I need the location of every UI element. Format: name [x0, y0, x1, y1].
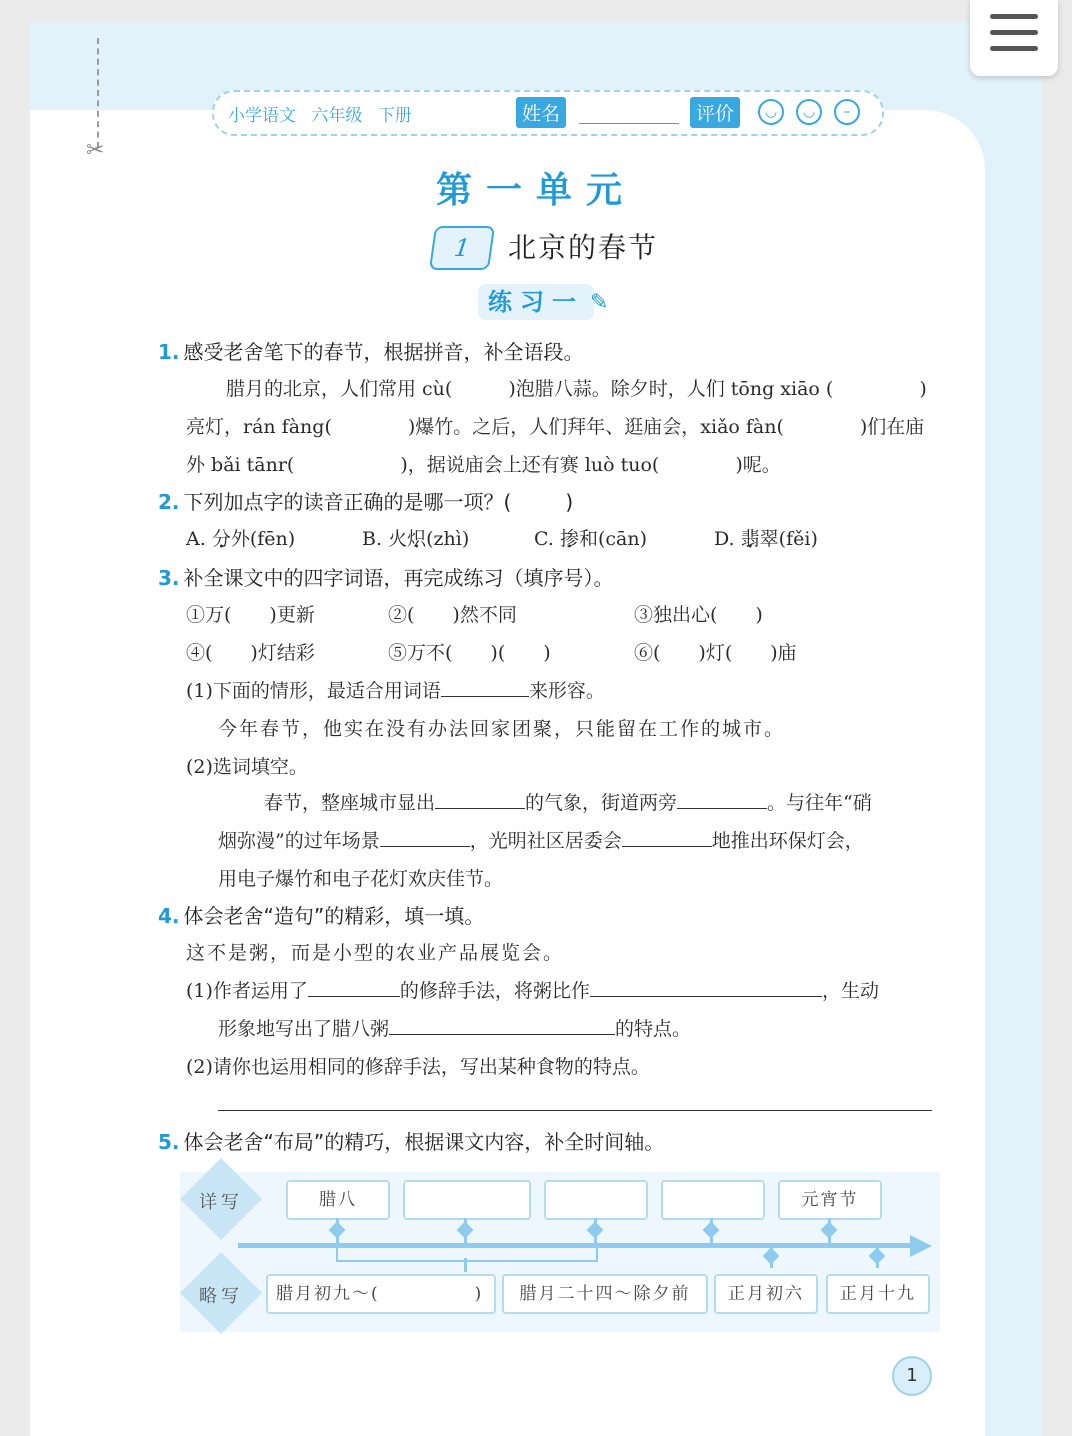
q2-option-c[interactable]: C. 掺和(cān)	[534, 528, 647, 550]
q3-sub1: (1)下面的情形，最适合用词语 来形容。	[186, 676, 605, 703]
timeline-bottom-box-3: 正月初六	[714, 1274, 818, 1314]
q5-title: 5. 体会老舍“布局”的精巧，根据课文内容，补全时间轴。	[158, 1130, 665, 1154]
q4-answer-line[interactable]	[218, 1110, 932, 1111]
lesson-title: 北京的春节	[508, 231, 659, 264]
q4-title: 4. 体会老舍“造句”的精彩，填一填。	[158, 904, 485, 928]
q4-sub1: (1)作者运用了 的修辞手法，将粥比作 ，生动	[186, 976, 879, 1003]
cut-line	[97, 38, 99, 148]
page-number: 1	[892, 1356, 932, 1396]
timeline-top-box-2[interactable]	[403, 1180, 531, 1220]
exercise-title: 练习一	[478, 284, 594, 320]
timeline-bottom-box-2: 腊月二十四～除夕前	[502, 1274, 708, 1314]
timeline-top-box-3[interactable]	[544, 1180, 648, 1220]
timeline-top-box-4[interactable]	[661, 1180, 765, 1220]
q4-sub2: (2)请你也运用相同的修辞手法，写出某种食物的特点。	[186, 1056, 650, 1078]
lesson-number: 1	[429, 226, 495, 270]
unit-title: 第一单元	[435, 170, 636, 211]
q3-word-3: ③独出心( )	[634, 604, 763, 626]
q3-word-5: ⑤万不( )( )	[388, 642, 551, 664]
q2-title: 2. 下列加点字的读音正确的是哪一项？( )	[158, 490, 574, 514]
neutral-face-icon[interactable]: –	[834, 99, 860, 125]
q3-para-line3: 用电子爆竹和电子花灯欢庆佳节。	[218, 868, 504, 890]
timeline-bottom-box-4: 正月十九	[826, 1274, 930, 1314]
q3-word-1: ①万( )更新	[186, 604, 315, 626]
q3-title: 3. 补全课文中的四字词语，再完成练习（填序号）。	[158, 566, 614, 590]
q3-word-2: ②( )然不同	[388, 604, 517, 626]
q3-para-line2: 烟弥漫”的过年场景 ，光明社区居委会 地推出环保灯会，	[218, 826, 864, 853]
name-blank[interactable]	[579, 123, 679, 124]
detail-label: 详写	[199, 1192, 243, 1213]
q3-sub1-blank[interactable]	[441, 676, 529, 697]
happy-face-icon[interactable]: ◡	[758, 99, 784, 125]
name-label: 姓名	[516, 97, 566, 128]
q4-quote: 这不是粥，而是小型的农业产品展览会。	[186, 942, 565, 964]
q3-para-line1: 春节，整座城市显出 的气象，街道两旁 。与往年“硝	[264, 788, 872, 815]
eval-label: 评价	[690, 97, 740, 128]
scissors-icon: ✂	[86, 138, 105, 163]
worksheet-header	[212, 90, 884, 136]
menu-button[interactable]	[970, 0, 1058, 76]
timeline-bottom-box-1[interactable]: 腊月初九～( )	[266, 1274, 496, 1314]
q1-title: 1. 感受老舍笔下的春节，根据拼音，补全语段。	[158, 340, 584, 364]
q2-option-a[interactable]: A. 分外(fēn)	[186, 528, 296, 550]
hamburger-icon	[990, 14, 1038, 19]
brief-label: 略写	[199, 1286, 243, 1307]
timeline-top-box-1: 腊八	[286, 1180, 390, 1220]
q3-word-6: ⑥( )灯( )庙	[634, 642, 797, 664]
q3-word-4: ④( )灯结彩	[186, 642, 315, 664]
q3-sub1-scenario: 今年春节，他实在没有办法回家团聚，只能留在工作的城市。	[218, 718, 786, 740]
q1-line2: 亮灯，rán fàng( )爆竹。之后，人们拜年、逛庙会，xiǎo fàn( )们在庙	[186, 416, 925, 438]
q1-line1: 腊月的北京，人们常用 cù( )泡腊八蒜。除夕时，人们 tōng xiāo ( )	[226, 378, 927, 400]
timeline-arrow	[910, 1235, 932, 1257]
q2-option-d[interactable]: D. 翡翠(fěi)	[714, 528, 818, 550]
smile-face-icon[interactable]: ◡	[796, 99, 822, 125]
q2-option-b[interactable]: B. 火炽(zhì)	[362, 528, 470, 550]
pencil-icon: ✎	[590, 290, 609, 315]
timeline-top-box-5: 元宵节	[778, 1180, 882, 1220]
q1-line3: 外 bǎi tānr( )，据说庙会上还有赛 luò tuo( )呢。	[186, 454, 781, 476]
grade-label: 小学语文 六年级 下册	[228, 106, 412, 126]
q3-sub2: (2)选词填空。	[186, 756, 308, 778]
q4-sub1-cont: 形象地写出了腊八粥 的特点。	[218, 1014, 691, 1041]
